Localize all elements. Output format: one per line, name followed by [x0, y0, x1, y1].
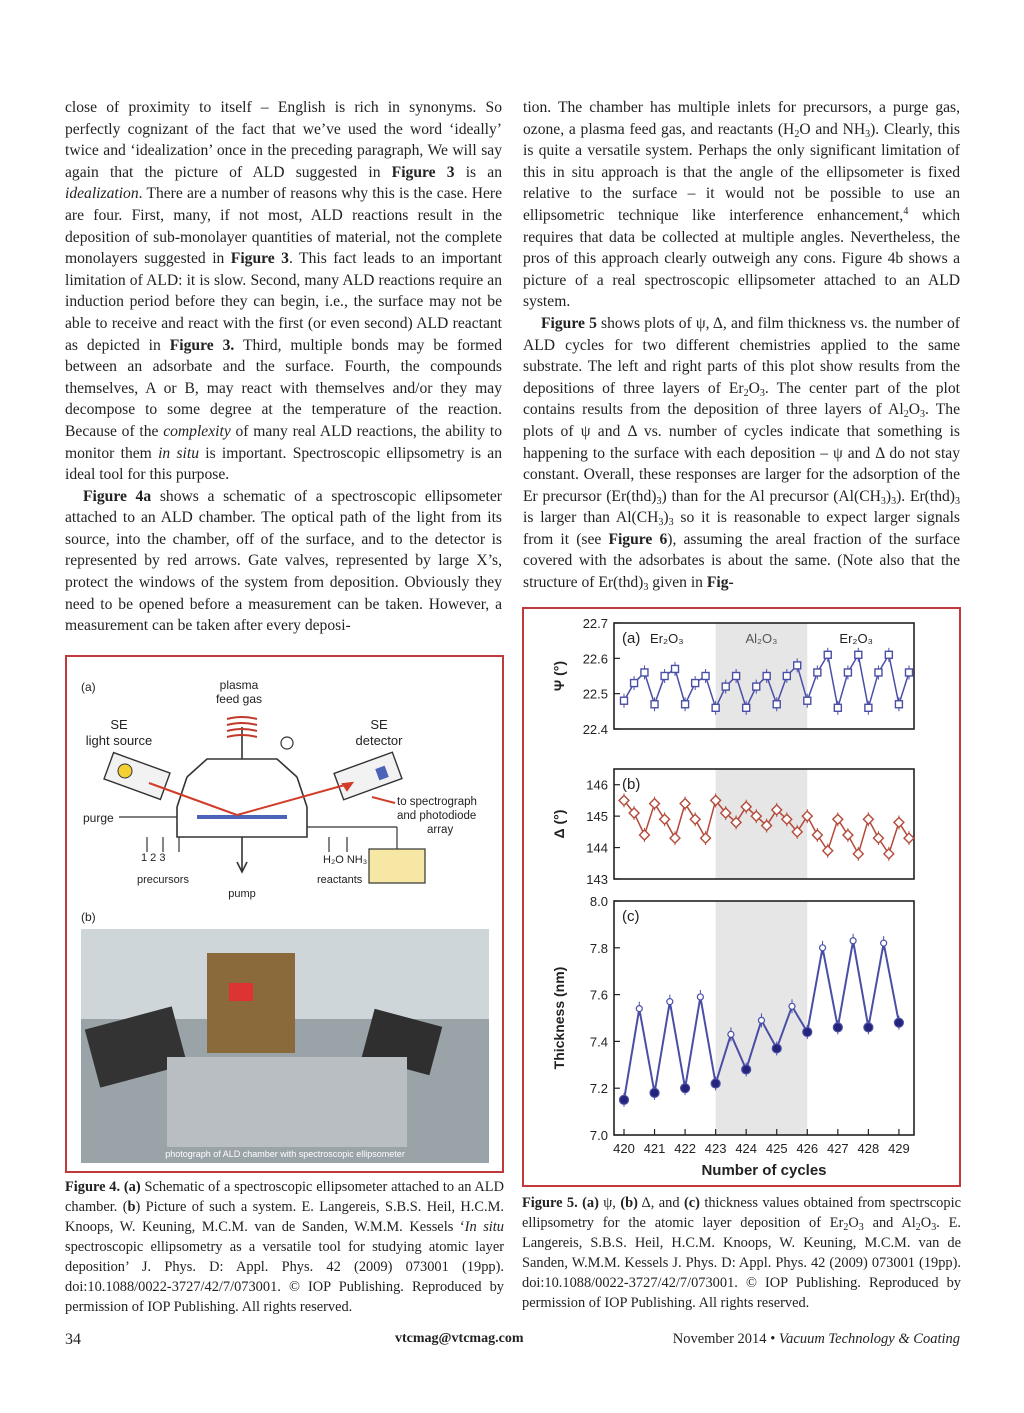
data-point: [620, 1095, 629, 1104]
data-point: [773, 701, 780, 708]
se-detector-label: SE: [370, 717, 388, 732]
data-point: [855, 651, 862, 658]
data-point: [728, 1031, 734, 1037]
x-tick-label: 425: [765, 1141, 788, 1156]
data-point: [697, 994, 703, 1000]
data-point: [650, 1088, 659, 1097]
data-point: [670, 833, 680, 843]
data-point: [823, 846, 833, 856]
data-point: [885, 651, 892, 658]
data-point: [804, 697, 811, 704]
data-point: [640, 830, 650, 840]
data-point: [661, 673, 668, 680]
region-annotation: Al₂O₃: [745, 631, 778, 646]
y-tick-label: 145: [586, 809, 608, 825]
se-detector-label-2: detector: [355, 733, 403, 748]
data-point: [682, 701, 689, 708]
paragraph-figure4a: Figure 4a shows a schematic of a spectroscopic ellipsometer attached to an ALD chamber. The optical path of the light from its source, into the chamber, off of the surface, and to the detector is represented by red arrows. Gate valves, represented by large X’s, protect the windows of the system from deposition. Obviously they need to be opened before a measurement can be taken. However, a measurement can be taken after every deposi-: [65, 487, 502, 635]
shaded-al2o3-region-2: [716, 769, 808, 879]
data-point: [894, 1018, 903, 1027]
y-tick-label: 7.6: [589, 987, 608, 1003]
data-point: [621, 697, 628, 704]
o3-generator-box: [369, 849, 425, 883]
figure4-caption: Figure 4. (a) Schematic of a spectroscopic ellipsometer attached to an ALD chamber. (b) Picture of such a system. E. Langereis, S.B.S. Heil, H.C.M. Knoops, W. Keuning, M.C.M. van de Sanden, W.M.M. Kessels ‘In situ spectroscopic ellipsometry as a versatile tool for studying atomic layer deposition’ J. Phys. D: Appl. Phys. 42 (2009) 073001 (19pp). doi:10.1088/0022-3727/42/7/073001. © IOP Publishing. Reproduced by permission of IOP Publishing. All rights reserved.: [65, 1179, 504, 1315]
data-point: [742, 1065, 751, 1074]
paragraph-ald-idealization: close of proximity to itself – English is rich in synonyms. So perfectly cognizant of the fact that we’ve used the word ‘ideally’ twice and ‘idealization’ once in the preceding paragraph, We will say again that the picture of ALD suggested in Figure 3 is an idealization. There are a number of reasons why this is the case. Here are four. First, many, if not most, ALD reactions result in the deposition of sub-monolayer quantities of material, not the complete monolayers suggested in Figure 3. This fact leads to an important limitation of ALD: it is slow. Second, many ALD reactions require an induction period before they can begin, i.e., the surface may not be able to receive and react with the first (or even second) ALD reactant as depicted in Figure 3. Third, multiple bonds may be formed between an adsorbate and the surface. Fourth, the compounds themselves, A or B, may react with themselves and/or they may decompose to some degree at the temperature of the reaction. Because of the complexity of many real ALD reactions, the ability to monitor them in situ is important. Spectroscopic ellipsometry is an ideal tool for this purpose.: [65, 99, 503, 484]
y-tick-label: 7.4: [589, 1034, 608, 1050]
left-column: [65, 97, 502, 637]
data-point: [834, 704, 841, 711]
data-point: [631, 680, 638, 687]
data-point: [651, 701, 658, 708]
x-tick-label: 422: [674, 1141, 696, 1156]
data-point: [794, 662, 801, 669]
y-tick-label: 7.8: [589, 940, 608, 956]
x-tick-label: 427: [826, 1141, 849, 1156]
data-point: [843, 830, 853, 840]
y-tick-label: 22.5: [582, 686, 608, 702]
y-axis-label: Ψ (°): [551, 660, 567, 692]
figure5-caption: Figure 5. (a) ψ, (b) Δ, and (c) thickness values obtained from spectrscopic ellipsometry for the atomic layer deposition of $Er_2O_3$ and $Al_2O_3$. E. Langereis, S.B.S. Heil, H.C.M. Knoops, W. Keuning, M.C.M. van de Sanden, W.M.M. Kessels J. Phys. D: Appl. Phys. 42 (2009) 073001 (19pp). doi:10.1088/0022-3727/42/7/073001. © IOP Publishing. Reproduced by permission of IOP Publishing. All rights reserved.: [522, 1195, 961, 1311]
paragraph-figure5: Figure 5 shows plots of ψ, Δ, and film thickness vs. the number of ALD cycles for two different chemistries applied to the same substrate. The left and right parts of this plot show results from the depositions of three layers of $Er_2O_3$. The center part of the plot contains results from the deposition of three layers of $Al_2O_3$. The plots of ψ and Δ vs. number of cycles indicate that something is happening to the surface with each deposition – ψ and Δ do not stay constant. Overall, these responses are larger for the adsorption of the Er precursor $(Er(thd)_3)$ than for the Al precursor $(Al(CH_3)_3)$. $Er(thd)_3$ is larger than $Al(CH_3)_3$ so it is reasonable to expect larger signals from it (see Figure 6), assuming the areal fraction of the surface covered with the adsorbates is about the same. (Note also that the structure of $Er(thd)_3$ given in Fig-: [523, 314, 961, 594]
fig4-label-b: (b): [81, 910, 96, 924]
data-point: [853, 849, 863, 859]
data-point: [758, 1017, 764, 1023]
data-point: [814, 669, 821, 676]
data-point: [824, 651, 831, 658]
data-point: [874, 833, 884, 843]
panel-label: (b): [622, 776, 641, 793]
y-tick-label: 7.2: [589, 1081, 608, 1097]
x-tick-label: 429: [888, 1141, 910, 1156]
data-point: [680, 799, 690, 809]
x-axis-label: Number of cycles: [701, 1162, 827, 1179]
data-point: [803, 1028, 812, 1037]
data-point: [763, 673, 770, 680]
data-point: [681, 1084, 690, 1093]
region-annotation: Er₂O₃: [650, 631, 684, 646]
footer-issue: November 2014 • Vacuum Technology & Coating: [672, 1331, 960, 1347]
data-point: [692, 680, 699, 687]
data-point: [690, 814, 700, 824]
figure4-frame: [65, 655, 504, 1173]
figure4-graphic: [67, 657, 502, 1171]
data-point: [884, 849, 894, 859]
y-tick-label: 22.6: [582, 651, 608, 667]
se-source-label-2: light source: [85, 733, 153, 748]
y-tick-label: 146: [586, 777, 608, 793]
data-point: [667, 999, 673, 1005]
data-point: [636, 1006, 642, 1012]
data-point: [906, 669, 913, 676]
data-point: [733, 673, 740, 680]
x-tick-label: 423: [704, 1141, 727, 1156]
x-tick-label: 424: [735, 1141, 758, 1156]
figure5-chart: [524, 609, 959, 1185]
data-point: [772, 1044, 781, 1053]
reactants-label: reactants: [317, 874, 363, 886]
data-point: [904, 833, 914, 843]
y-tick-label: 8.0: [589, 894, 608, 909]
data-point: [672, 665, 679, 672]
precursor-numbers: 1 2 3: [141, 852, 166, 864]
right-column: [523, 97, 960, 594]
data-point: [833, 814, 843, 824]
data-point: [865, 704, 872, 711]
data-point: [844, 669, 851, 676]
x-tick-label: 428: [857, 1141, 880, 1156]
data-point: [712, 704, 719, 711]
plasma-label: plasma: [219, 678, 259, 692]
y-tick-label: 144: [586, 840, 608, 856]
y-tick-label: 7.0: [589, 1128, 608, 1143]
spectrograph-label-3: array: [427, 824, 454, 836]
photo-description: photograph of ALD chamber with spectroscopic ellipsometer: [165, 1149, 405, 1159]
spectrograph-label: to spectrograph: [397, 796, 477, 808]
light-source-box: [104, 753, 170, 800]
h2o-nh3-label: H₂O NH₃: [323, 854, 368, 866]
data-point: [863, 814, 873, 824]
data-point: [875, 669, 882, 676]
data-point: [660, 814, 670, 824]
data-point: [864, 1023, 873, 1032]
fig4-label-a: (a): [81, 680, 96, 694]
data-point: [722, 683, 729, 690]
region-annotation: Er₂O₃: [839, 631, 873, 646]
data-point: [701, 833, 711, 843]
y-axis-label: Thickness (nm): [551, 966, 567, 1070]
y-tick-label: 22.4: [582, 722, 608, 737]
data-point: [702, 673, 709, 680]
panel-label: (a): [622, 630, 641, 647]
x-tick-label: 426: [796, 1141, 819, 1156]
precursors-label: precursors: [137, 874, 189, 886]
spectrograph-label-2: and photodiode: [397, 810, 477, 822]
x-tick-label: 420: [613, 1141, 635, 1156]
data-point: [753, 683, 760, 690]
data-point: [812, 830, 822, 840]
se-source-label: SE: [110, 717, 128, 732]
gas-inlets: [119, 817, 397, 852]
paragraph-chamber: tion. The chamber has multiple inlets for precursors, a purge gas, ozone, a plasma feed gas, and reactants ($H_2O$ and $NH_3$). Clearly, this is quite a versatile system. Perhaps the only significant limitation of this in situ approach is that the angle of the ellipsometer is fixed relative to the surface – it would not be possible to use an ellipsometric technique like interference enhancement,$^4$ which requires that data be collected at multiple angles. Nevertheless, the pros of this approach clearly outweigh any cons. Figure 4b shows a picture of a real spectroscopic ellipsometer attached to an ALD system.: [523, 99, 960, 311]
data-point: [789, 1003, 795, 1009]
data-point: [850, 938, 856, 944]
pump-label: pump: [228, 888, 256, 900]
data-point: [783, 673, 790, 680]
lamp-icon: [118, 764, 132, 778]
data-point: [895, 701, 902, 708]
data-point: [743, 704, 750, 711]
purge-label: purge: [83, 811, 114, 825]
system-photo: [81, 929, 489, 1163]
page-number: 34: [65, 1331, 81, 1348]
data-point: [711, 1079, 720, 1088]
plasma-label-2: feed gas: [215, 692, 263, 706]
detector-box: [334, 752, 402, 800]
data-point: [650, 799, 660, 809]
y-tick-label: 143: [586, 872, 608, 887]
data-point: [894, 817, 904, 827]
figure5-frame: [522, 607, 961, 1187]
footer-email: vtcmag@vtcmag.com: [395, 1331, 524, 1346]
panel-label: (c): [622, 908, 640, 925]
data-point: [820, 945, 826, 951]
y-axis-label: Δ (°): [551, 809, 567, 839]
data-point: [833, 1023, 842, 1032]
gauge-icon: [281, 737, 293, 749]
data-point: [881, 940, 887, 946]
data-point: [641, 669, 648, 676]
x-tick-label: 421: [643, 1141, 666, 1156]
y-tick-label: 22.7: [582, 616, 608, 631]
